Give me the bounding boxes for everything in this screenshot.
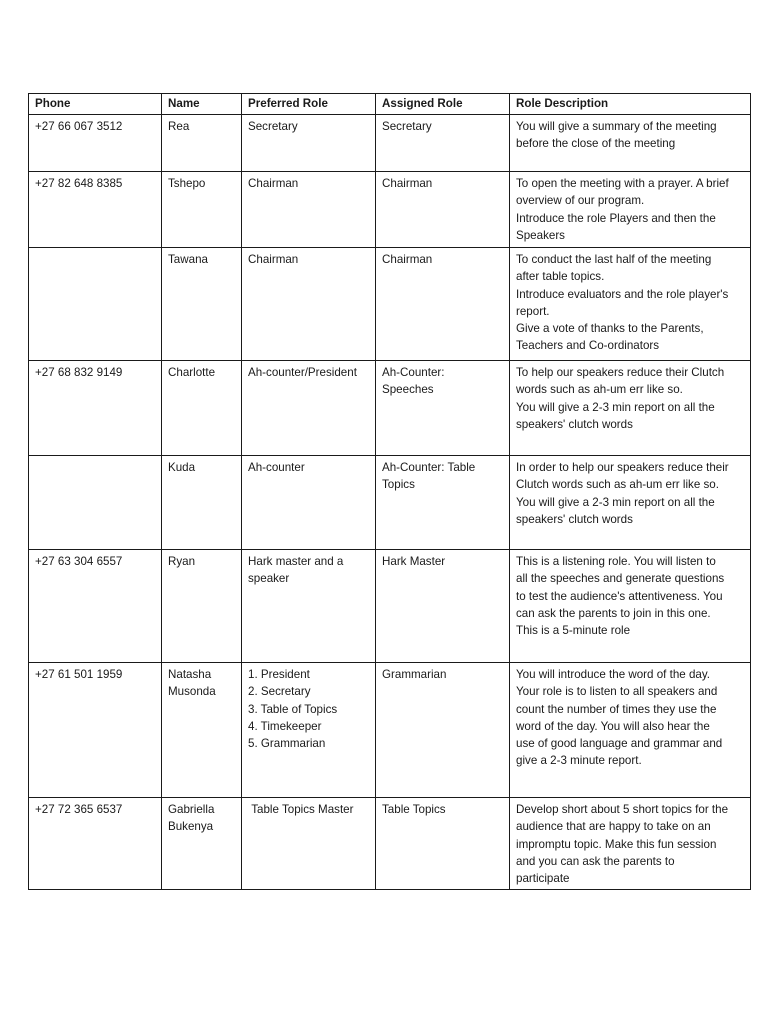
- cell-role-description-line: Clutch words such as ah-um err like so.: [516, 478, 719, 492]
- cell-role-description-line: You will give a summary of the meeting: [516, 120, 717, 133]
- cell-role-description-line: word of the day. You will also hear the: [516, 719, 710, 733]
- cell-role-description: [510, 115, 751, 172]
- cell-assigned-role-line: Table Topics: [382, 803, 446, 816]
- cell-role-description-line: words such as ah-um err like so.: [516, 383, 683, 397]
- cell-assigned-role: [376, 115, 510, 172]
- cell-role-description-line: You will give a 2-3 min report on all the: [516, 495, 715, 509]
- cell-name: [162, 456, 242, 550]
- cell-role-description-line: give a 2-3 minute report.: [516, 754, 642, 768]
- cell-name: [162, 172, 242, 248]
- cell-role-description-line: report.: [516, 304, 550, 318]
- cell-role-description-line: You will give a 2-3 min report on all the: [516, 400, 715, 414]
- cell-role-description-line: Give a vote of thanks to the Parents,: [516, 322, 704, 336]
- cell-phone: [29, 456, 162, 550]
- cell-role-description: [510, 456, 751, 550]
- cell-phone-text: +27 72 365 6537: [35, 803, 123, 816]
- cell-phone: [29, 172, 162, 248]
- cell-name: [162, 115, 242, 172]
- cell-role-description-line: Introduce evaluators and the role player's: [516, 287, 729, 301]
- cell-name-line: Bukenya: [168, 820, 214, 834]
- cell-preferred-role-line: Hark master and a: [248, 555, 344, 568]
- cell-assigned-role-line: Chairman: [382, 253, 433, 266]
- cell-phone-text: +27 68 832 9149: [35, 366, 123, 379]
- cell-role-description-line: count the number of times they use the: [516, 702, 717, 716]
- cell-preferred-role: [242, 115, 376, 172]
- cell-role-description-line: Speakers: [516, 228, 565, 242]
- table-header-row: [29, 94, 751, 115]
- table-row: [29, 361, 751, 456]
- cell-role-description: [510, 361, 751, 456]
- cell-preferred-role: [242, 456, 376, 550]
- cell-role-description-line: Introduce the role Players and then the: [516, 211, 716, 225]
- cell-assigned-role-line: Chairman: [382, 177, 433, 190]
- table-row: [29, 172, 751, 248]
- cell-role-description-line: and you can ask the parents to: [516, 854, 675, 868]
- cell-preferred-role-line: 2. Secretary: [248, 685, 311, 699]
- table-row: [29, 550, 751, 663]
- cell-assigned-role: [376, 663, 510, 798]
- cell-role-description-line: speakers' clutch words: [516, 417, 633, 431]
- cell-role-description-line: can ask the parents to join in this one.: [516, 606, 711, 620]
- cell-name-line: Natasha: [168, 668, 212, 681]
- cell-role-description-line: overview of our program.: [516, 194, 645, 208]
- cell-name: [162, 361, 242, 456]
- cell-phone: [29, 663, 162, 798]
- cell-name-line: Rea: [168, 120, 190, 133]
- cell-role-description-line: You will introduce the word of the day.: [516, 668, 710, 681]
- cell-assigned-role: [376, 172, 510, 248]
- cell-preferred-role: [242, 798, 376, 890]
- cell-preferred-role-line: 5. Grammarian: [248, 737, 326, 751]
- header-assigned-role: Assigned Role: [376, 94, 510, 115]
- cell-role-description-line: impromptu topic. Make this fun session: [516, 837, 717, 851]
- cell-name-line: Tshepo: [168, 177, 206, 190]
- cell-role-description-line: Teachers and Co-ordinators: [516, 339, 660, 353]
- cell-role-description-line: audience that are happy to take on an: [516, 820, 711, 834]
- header-phone: Phone: [29, 94, 162, 115]
- table-row: [29, 798, 751, 890]
- cell-assigned-role-line: Topics: [382, 478, 415, 492]
- cell-phone: [29, 361, 162, 456]
- header-role-description: Role Description: [510, 94, 751, 115]
- cell-role-description-line: all the speeches and generate questions: [516, 572, 725, 586]
- cell-preferred-role-line: Ah-counter: [248, 461, 305, 474]
- cell-assigned-role-line: Ah-Counter: Table: [382, 461, 476, 474]
- cell-role-description: [510, 798, 751, 890]
- cell-role-description-line: Develop short about 5 short topics for the: [516, 803, 729, 816]
- cell-phone-text: +27 66 067 3512: [35, 120, 123, 133]
- cell-role-description: [510, 663, 751, 798]
- cell-role-description: [510, 172, 751, 248]
- cell-phone: [29, 798, 162, 890]
- cell-name-line: Kuda: [168, 461, 196, 474]
- cell-role-description-line: In order to help our speakers reduce their: [516, 461, 729, 474]
- cell-preferred-role-line: Chairman: [248, 177, 299, 190]
- cell-name-line: Musonda: [168, 685, 216, 699]
- cell-role-description-line: after table topics.: [516, 270, 605, 284]
- cell-preferred-role: [242, 361, 376, 456]
- cell-role-description-line: speakers' clutch words: [516, 512, 633, 526]
- cell-role-description-line: This is a 5-minute role: [516, 624, 631, 638]
- cell-assigned-role: [376, 798, 510, 890]
- cell-phone: [29, 248, 162, 361]
- cell-name-line: Tawana: [168, 253, 208, 266]
- cell-assigned-role: [376, 456, 510, 550]
- table-body: [29, 115, 751, 890]
- cell-phone: [29, 550, 162, 663]
- cell-assigned-role-line: Ah-Counter:: [382, 366, 445, 379]
- cell-phone-text: +27 82 648 8385: [35, 177, 123, 190]
- cell-name: [162, 798, 242, 890]
- cell-role-description-line: use of good language and grammar and: [516, 737, 723, 751]
- cell-assigned-role: [376, 550, 510, 663]
- cell-preferred-role: [242, 172, 376, 248]
- cell-preferred-role-line: Secretary: [248, 120, 298, 133]
- cell-name-line: Gabriella: [168, 803, 215, 816]
- header-name: Name: [162, 94, 242, 115]
- cell-preferred-role-line: speaker: [248, 572, 290, 586]
- cell-role-description-line: To help our speakers reduce their Clutch: [516, 366, 725, 379]
- cell-preferred-role-line: 1. President: [248, 668, 310, 681]
- table-row: [29, 456, 751, 550]
- cell-preferred-role-line: 3. Table of Topics: [248, 702, 338, 716]
- cell-role-description-line: Your role is to listen to all speakers and: [516, 685, 718, 699]
- cell-role-description-line: participate: [516, 872, 570, 886]
- cell-phone-text: +27 63 304 6557: [35, 555, 123, 568]
- cell-name: [162, 663, 242, 798]
- cell-role-description: [510, 550, 751, 663]
- cell-assigned-role-line: Secretary: [382, 120, 432, 133]
- cell-preferred-role-line: Table Topics Master: [248, 803, 354, 816]
- cell-role-description-line: To open the meeting with a prayer. A brief: [516, 177, 729, 190]
- cell-phone-text: +27 61 501 1959: [35, 668, 123, 681]
- cell-preferred-role-line: 4. Timekeeper: [248, 719, 322, 733]
- cell-preferred-role-line: Ah-counter/President: [248, 366, 357, 379]
- cell-role-description: [510, 248, 751, 361]
- table-row: [29, 248, 751, 361]
- cell-role-description-line: To conduct the last half of the meeting: [516, 253, 712, 266]
- cell-name-line: Charlotte: [168, 366, 216, 379]
- cell-assigned-role-line: Speeches: [382, 383, 434, 397]
- cell-assigned-role-line: Grammarian: [382, 668, 447, 681]
- cell-name: [162, 550, 242, 663]
- cell-preferred-role: [242, 248, 376, 361]
- cell-preferred-role: [242, 663, 376, 798]
- cell-assigned-role-line: Hark Master: [382, 555, 446, 568]
- cell-phone: [29, 115, 162, 172]
- cell-name-line: Ryan: [168, 555, 196, 568]
- table-row: [29, 663, 751, 798]
- cell-role-description-line: to test the audience's attentiveness. You: [516, 589, 723, 603]
- table-row: [29, 115, 751, 172]
- cell-assigned-role: [376, 248, 510, 361]
- cell-assigned-role: [376, 361, 510, 456]
- cell-role-description-line: before the close of the meeting: [516, 137, 676, 151]
- cell-preferred-role-line: Chairman: [248, 253, 299, 266]
- cell-name: [162, 248, 242, 361]
- header-preferred-role: Preferred Role: [242, 94, 376, 115]
- cell-preferred-role: [242, 550, 376, 663]
- cell-role-description-line: This is a listening role. You will listen to: [516, 555, 716, 568]
- roles-table: [28, 93, 751, 890]
